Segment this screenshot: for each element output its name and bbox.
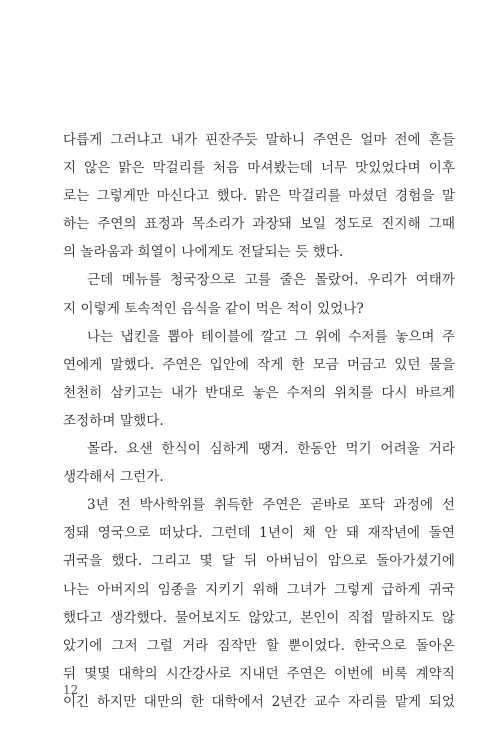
text-line: 나는 냅킨을 뽑아 테이블에 깔고 그 위에 수저를 놓으며 주 (87, 328, 455, 345)
text-line: 았기에 그저 그럴 거라 짐작만 할 뿐이었다. 한국으로 돌아온 (63, 637, 455, 654)
text-line: 근데 메뉴를 청국장으로 고를 줄은 몰랐어. 우리가 여태까 (87, 272, 455, 289)
text-line: 귀국을 했다. 그리고 몇 달 뒤 아버님이 암으로 돌아가셨기에 (63, 553, 455, 570)
text-line: 뒤 몇몇 대학의 시간강사로 지내던 주연은 이번에 비록 계약직 (63, 665, 455, 682)
text-line: 다릅게 그러냐고 내가 핀잔주듯 말하니 주연은 얼마 전에 흔들 (63, 132, 455, 148)
text-line: 조정하며 말했다. (63, 412, 164, 429)
text-line: 연에게 말했다. 주연은 입안에 작게 한 모금 머금고 있던 물을 (63, 356, 455, 373)
text-line: 의 놀라움과 희열이 나에게도 전달되는 듯 했다. (63, 244, 344, 261)
page-number: 12 (63, 683, 79, 697)
text-line: 나는 아버지의 임종을 지키기 위해 그녀가 그렇게 급하게 귀국 (63, 581, 455, 598)
text-line: 천천히 삼키고는 내가 반대로 놓은 수저의 위치를 다시 바르게 (63, 384, 455, 401)
text-line: 지 않은 맑은 막걸리를 처음 마셔봤는데 너무 맛있었다며 이후 (63, 160, 455, 177)
text-line: 지 이렇게 토속적인 음식을 같이 먹은 적이 있었나? (63, 300, 364, 317)
text-line: 생각해서 그런가. (63, 469, 164, 486)
text-line: 몰라. 요샌 한식이 심하게 땡겨. 한동안 먹기 어려울 거라 (87, 441, 455, 458)
text-line: 3년 전 박사학위를 취득한 주연은 곧바로 포닥 과정에 선 (87, 497, 455, 514)
text-line: 로는 그렇게만 마신다고 했다. 맑은 막걸리를 마셨던 경험을 말 (63, 188, 455, 205)
text-line: 이긴 하지만 대만의 한 대학에서 2년간 교수 자리를 맡게 되었 (63, 693, 455, 710)
text-line: 했다고 생각했다. 물어보지도 않았고, 본인이 직접 말하지도 않 (63, 609, 455, 626)
body-text (63, 126, 455, 716)
text-line: 정돼 영국으로 떠났다. 그런데 1년이 채 안 돼 재작년에 돌연 (63, 525, 455, 542)
text-line: 하는 주연의 표정과 목소리가 과장돼 보일 정도로 진지해 그때 (63, 216, 455, 233)
